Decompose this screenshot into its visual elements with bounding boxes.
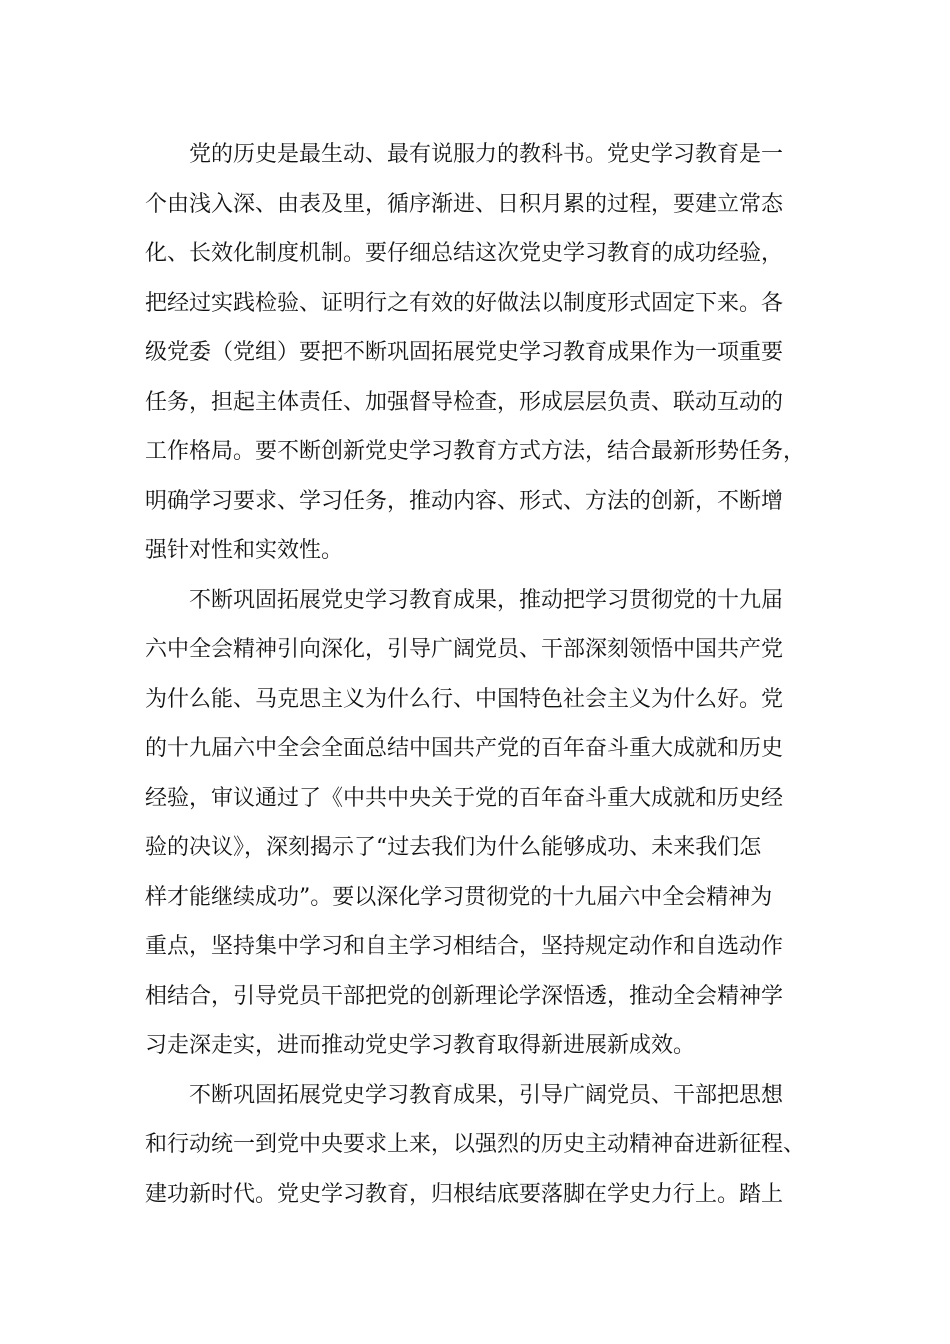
text-line: 不断巩固拓展党史学习教育成果，推动把学习贯彻党的十九届 xyxy=(189,587,784,613)
paragraph-1 xyxy=(145,130,825,576)
text-line: 验的决议》，深刻揭示了“过去我们为什么能够成功、未来我们怎 xyxy=(145,835,762,860)
text-line: 不断巩固拓展党史学习教育成果，引导广阔党员、干部把思想 xyxy=(189,1082,784,1108)
text-line: 样才能继续成功”。要以深化学习贯彻党的十九届六中全会精神为 xyxy=(145,884,773,910)
paragraph-3 xyxy=(145,1071,825,1220)
text-line: 和行动统一到党中央要求上来，以强烈的历史主动精神奋进新征程、 xyxy=(145,1132,806,1157)
text-line: 工作格局。要不断创新党史学习教育方式方法，结合最新形势任务， xyxy=(145,439,806,464)
paragraph-2 xyxy=(145,576,825,1071)
text-line: 建功新时代。党史学习教育，归根结底要落脚在学史力行上。踏上 xyxy=(145,1181,784,1207)
text-line: 习走深走实，进而推动党史学习教育取得新进展新成效。 xyxy=(145,1033,696,1058)
text-line: 经验，审议通过了《中共中央关于党的百年奋斗重大成就和历史经 xyxy=(145,785,784,811)
document-body xyxy=(145,130,825,1219)
text-line: 化、长效化制度机制。要仔细总结这次党史学习教育的成功经验， xyxy=(145,241,784,266)
text-line: 相结合，引导党员干部把党的创新理论学深悟透，推动全会精神学 xyxy=(145,983,784,1009)
text-line: 个由浅入深、由表及里，循序渐进、日积月累的过程，要建立常态 xyxy=(145,191,784,217)
text-line: 把经过实践检验、证明行之有效的好做法以制度形式固定下来。各 xyxy=(145,290,784,316)
text-line: 重点，坚持集中学习和自主学习相结合，坚持规定动作和自选动作 xyxy=(145,934,784,959)
text-line: 强针对性和实效性。 xyxy=(145,538,344,563)
text-line: 党的历史是最生动、最有说服力的教科书。党史学习教育是一 xyxy=(189,142,784,167)
text-line: 明确学习要求、学习任务，推动内容、形式、方法的创新，不断增 xyxy=(145,488,784,514)
text-line: 为什么能、马克思主义为什么行、中国特色社会主义为什么好。党 xyxy=(145,686,784,712)
text-line: 六中全会精神引向深化，引导广阔党员、干部深刻领悟中国共产党 xyxy=(145,637,784,662)
text-line: 的十九届六中全会全面总结中国共产党的百年奋斗重大成就和历史 xyxy=(145,736,784,761)
text-line: 级党委（党组）要把不断巩固拓展党史学习教育成果作为一项重要 xyxy=(145,340,784,365)
text-line: 任务，担起主体责任、加强督导检查，形成层层负责、联动互动的 xyxy=(145,389,784,415)
